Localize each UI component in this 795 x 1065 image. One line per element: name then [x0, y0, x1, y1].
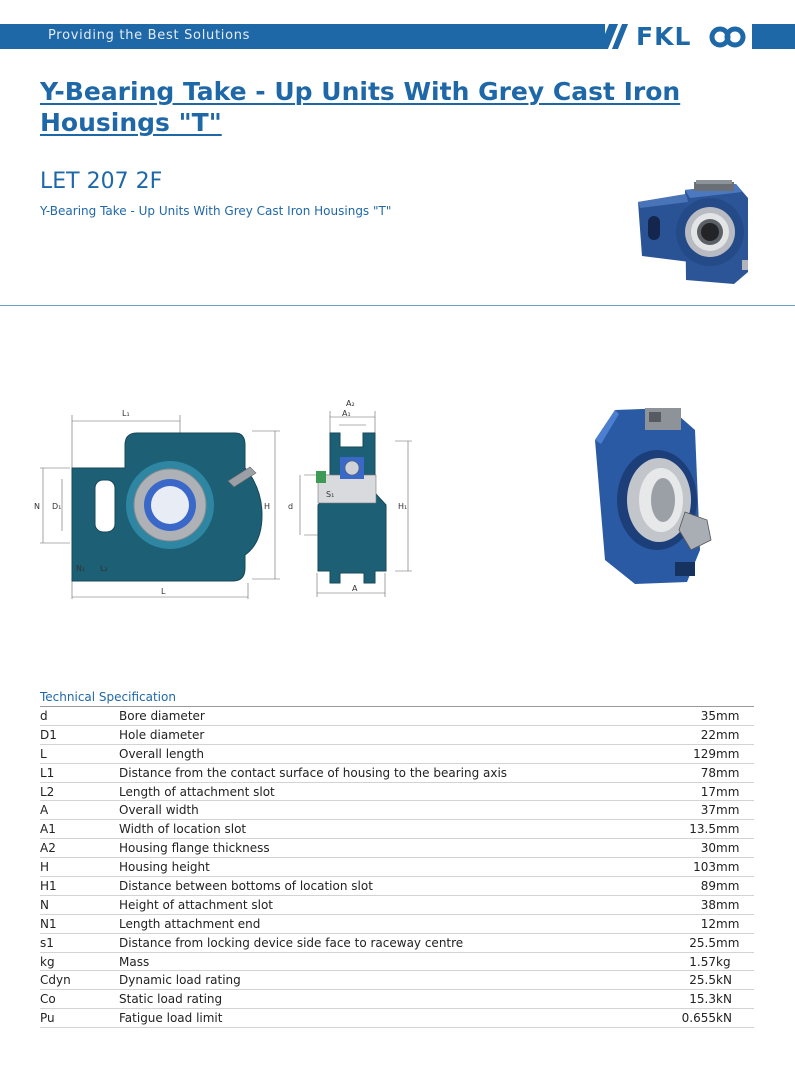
spec-value: 15.3	[619, 990, 716, 1009]
spec-description: Length attachment end	[119, 914, 619, 933]
spec-unit: kN	[716, 1009, 754, 1028]
spec-unit: mm	[716, 782, 754, 801]
dim-label-d: d	[288, 502, 294, 511]
spec-value: 78	[619, 763, 716, 782]
spec-row	[40, 763, 754, 782]
spec-row	[40, 914, 754, 933]
spec-symbol: d	[40, 707, 119, 726]
product-code: LET 207 2F	[40, 169, 163, 194]
spec-row	[40, 933, 754, 952]
dim-label-H1: H₁	[398, 502, 408, 511]
spec-row	[40, 801, 754, 820]
spec-row	[40, 877, 754, 896]
spec-value: 25.5	[619, 933, 716, 952]
spec-title: Technical Specification	[40, 690, 176, 704]
spec-row	[40, 782, 754, 801]
spec-value: 17	[619, 782, 716, 801]
spec-row	[40, 725, 754, 744]
dim-label-L1: L₁	[122, 409, 130, 418]
spec-row	[40, 990, 754, 1009]
spec-symbol: N	[40, 895, 119, 914]
spec-value: 89	[619, 877, 716, 896]
spec-symbol: Pu	[40, 1009, 119, 1028]
spec-description: Width of location slot	[119, 820, 619, 839]
spec-description: Housing flange thickness	[119, 839, 619, 858]
spec-symbol: A2	[40, 839, 119, 858]
dim-label-L2: L₂	[100, 564, 108, 573]
product-photo	[630, 176, 758, 290]
spec-unit: mm	[716, 801, 754, 820]
brand-logo-text: FKL	[636, 22, 692, 51]
spec-description: Hole diameter	[119, 725, 619, 744]
dim-label-L: L	[161, 587, 166, 596]
spec-unit: mm	[716, 839, 754, 858]
spec-description: Dynamic load rating	[119, 971, 619, 990]
spec-unit: mm	[716, 820, 754, 839]
spec-description: Distance between bottoms of location slot	[119, 877, 619, 896]
spec-symbol: kg	[40, 952, 119, 971]
spec-unit: kg	[716, 952, 754, 971]
spec-symbol: L1	[40, 763, 119, 782]
spec-description: Distance from locking device side face to raceway centre	[119, 933, 619, 952]
spec-description: Overall width	[119, 801, 619, 820]
header-bar	[0, 24, 795, 49]
spec-unit: mm	[716, 763, 754, 782]
logo-rings-icon	[709, 26, 747, 48]
spec-value: 1.57	[619, 952, 716, 971]
spec-symbol: Cdyn	[40, 971, 119, 990]
spec-symbol: H	[40, 858, 119, 877]
dim-label-N1: N₁	[76, 564, 86, 573]
spec-unit: kN	[716, 990, 754, 1009]
spec-value: 38	[619, 895, 716, 914]
spec-value: 0.655	[619, 1009, 716, 1028]
spec-row	[40, 952, 754, 971]
spec-value: 129	[619, 744, 716, 763]
spec-unit: mm	[716, 895, 754, 914]
spec-row	[40, 895, 754, 914]
spec-description: Overall length	[119, 744, 619, 763]
dim-label-D1: D₁	[52, 502, 62, 511]
spec-value: 12	[619, 914, 716, 933]
spec-row	[40, 839, 754, 858]
spec-description: Length of attachment slot	[119, 782, 619, 801]
spec-row	[40, 1009, 754, 1028]
spec-unit: mm	[716, 744, 754, 763]
spec-row	[40, 707, 754, 726]
spec-row	[40, 820, 754, 839]
spec-unit: mm	[716, 725, 754, 744]
header-end-block	[752, 24, 795, 49]
spec-symbol: Co	[40, 990, 119, 1009]
spec-symbol: H1	[40, 877, 119, 896]
section-divider	[0, 305, 795, 306]
spec-symbol: A1	[40, 820, 119, 839]
spec-value: 35	[619, 707, 716, 726]
spec-value: 30	[619, 839, 716, 858]
technical-drawing	[30, 393, 420, 603]
spec-value: 22	[619, 725, 716, 744]
cutaway-illustration	[575, 400, 725, 590]
spec-table	[40, 706, 754, 1028]
spec-value: 25.5	[619, 971, 716, 990]
spec-unit: mm	[716, 914, 754, 933]
spec-symbol: D1	[40, 725, 119, 744]
spec-description: Fatigue load limit	[119, 1009, 619, 1028]
dim-label-H: H	[264, 502, 271, 511]
spec-value: 103	[619, 858, 716, 877]
spec-unit: kN	[716, 971, 754, 990]
spec-description: Static load rating	[119, 990, 619, 1009]
dim-label-N: N	[34, 502, 40, 511]
spec-value: 37	[619, 801, 716, 820]
spec-symbol: A	[40, 801, 119, 820]
spec-row	[40, 744, 754, 763]
spec-description: Bore diameter	[119, 707, 619, 726]
spec-symbol: L2	[40, 782, 119, 801]
dim-label-A1: A₁	[342, 409, 351, 418]
dim-label-A2: A₂	[346, 399, 355, 408]
product-description: Y-Bearing Take - Up Units With Grey Cast Iron Housings "T"	[40, 204, 392, 218]
spec-unit: mm	[716, 858, 754, 877]
spec-row	[40, 858, 754, 877]
spec-unit: mm	[716, 707, 754, 726]
spec-symbol: s1	[40, 933, 119, 952]
spec-symbol: N1	[40, 914, 119, 933]
spec-description: Housing height	[119, 858, 619, 877]
page-title[interactable]: Y-Bearing Take - Up Units With Grey Cast Iron Housings "T"	[40, 77, 681, 137]
spec-unit: mm	[716, 877, 754, 896]
dim-label-A: A	[352, 584, 358, 593]
spec-value: 13.5	[619, 820, 716, 839]
spec-description: Distance from the contact surface of housing to the bearing axis	[119, 763, 619, 782]
dim-label-s1: S₁	[326, 490, 335, 499]
spec-description: Mass	[119, 952, 619, 971]
tagline: Providing the Best Solutions	[48, 28, 251, 43]
spec-symbol: L	[40, 744, 119, 763]
spec-row	[40, 971, 754, 990]
spec-description: Height of attachment slot	[119, 895, 619, 914]
spec-unit: mm	[716, 933, 754, 952]
